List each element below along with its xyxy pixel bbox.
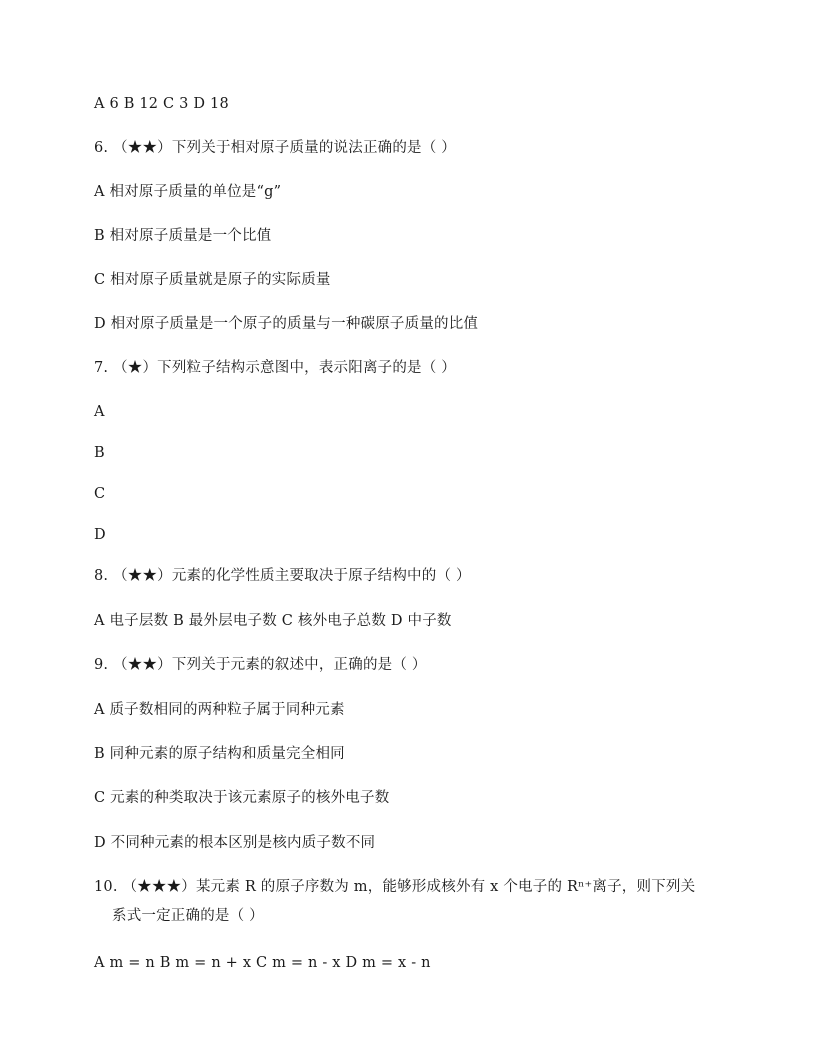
q7-option-a: A: [94, 404, 105, 420]
q9-option-b: B 同种元素的原子结构和质量完全相同: [94, 746, 345, 762]
q9-option-d: D 不同种元素的根本区别是核内质子数不同: [94, 835, 376, 851]
q10-options: A m = n B m = n + x C m = n - x D m = x - n: [94, 955, 431, 971]
q7-option-d: D: [94, 527, 106, 543]
q6-option-b: B 相对原子质量是一个比值: [94, 228, 272, 244]
q9-stem: 9. （★★）下列关于元素的叙述中，正确的是（ ）: [94, 657, 427, 673]
q6-option-d: D 相对原子质量是一个原子的质量与一种碳原子质量的比值: [94, 316, 479, 332]
q5-options: A 6 B 12 C 3 D 18: [94, 96, 229, 112]
q8-options: A 电子层数 B 最外层电子数 C 核外电子总数 D 中子数: [94, 613, 452, 629]
q10-stem: 10. （★★★）某元素 R 的原子序数为 m，能够形成核外有 x 个电子的 Rⁿ⁺离子，则下列关: [94, 879, 696, 895]
q9-option-c: C 元素的种类取决于该元素原子的核外电子数: [94, 790, 390, 806]
q7-option-c: C: [94, 486, 106, 502]
q9-option-a: A 质子数相同的两种粒子属于同种元素: [94, 702, 345, 718]
q6-option-a: A 相对原子质量的单位是“g”: [94, 184, 282, 200]
q7-option-b: B: [94, 445, 105, 461]
q8-stem: 8. （★★）元素的化学性质主要取决于原子结构中的（ ）: [94, 568, 471, 584]
q10-stem-continued: 系式一定正确的是（ ）: [112, 908, 264, 924]
q6-stem: 6. （★★）下列关于相对原子质量的说法正确的是（ ）: [94, 140, 456, 156]
q6-option-c: C 相对原子质量就是原子的实际质量: [94, 272, 331, 288]
q7-stem: 7. （★）下列粒子结构示意图中，表示阳离子的是（ ）: [94, 360, 456, 376]
